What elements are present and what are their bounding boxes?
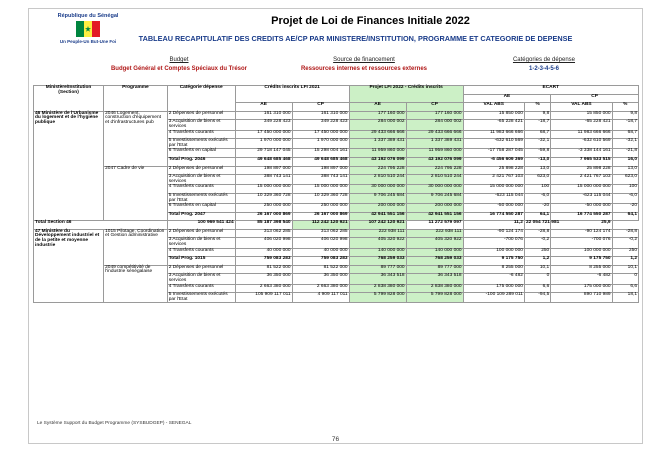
value-cell: 18,1 (612, 293, 638, 303)
categorie-cell: 3 Acquisition de biens et services (167, 120, 235, 130)
value-cell: 768 259 033 (406, 257, 463, 266)
value-cell: 5 799 828 000 (406, 293, 463, 303)
value-cell: -6,0 (612, 193, 638, 203)
value-cell: 1 970 000 000 (235, 139, 292, 149)
value-cell: 15 000 000 000 (551, 185, 612, 194)
value-cell: 623,0 (612, 175, 638, 185)
value-cell: 1 970 000 000 (292, 139, 349, 149)
col-ecart-cp: CP (551, 94, 639, 103)
value-cell: 4 909 117 011 (292, 293, 349, 303)
value-cell: 388 743 141 (235, 175, 292, 185)
value-cell: 1 337 389 431 (349, 139, 406, 149)
value-cell: 25 898 228 (463, 166, 524, 175)
value-cell: -3 338 144 161 (551, 149, 612, 158)
value-cell: -65 228 421 (551, 120, 612, 130)
value-cell: -32,1 (612, 139, 638, 149)
programme-cell: 2049 compétitivité de l'industrie sénégalaise (104, 265, 168, 303)
value-cell: 222 938 111 (349, 229, 406, 238)
value-cell: 30 000 000 000 (349, 185, 406, 194)
categories-label: Catégories de dépense (512, 57, 576, 63)
value-cell: 8 255 000 (551, 265, 612, 274)
value-cell: 2 838 380 000 (349, 284, 406, 293)
value-cell: 759 083 283 (292, 257, 349, 266)
value-cell: -28,8 (612, 229, 638, 238)
value-cell: 29 718 147 045 (235, 149, 292, 158)
budget-filter (89, 57, 269, 72)
col-lfi2021: Crédits inscrits LFI 2021 (235, 86, 349, 103)
value-cell: -6 482 (551, 274, 612, 284)
categorie-cell: 4 Transferts courants (167, 248, 235, 257)
value-cell: -623 115 044 (551, 193, 612, 203)
value-cell: -100 109 289 011 (463, 293, 524, 303)
value-cell: 11 959 860 000 (406, 149, 463, 158)
filter-header (29, 57, 642, 81)
value-cell: 2 663 380 000 (292, 284, 349, 293)
categorie-cell: 6 Transferts en capital (167, 149, 235, 158)
value-cell: -32,1 (524, 139, 550, 149)
value-cell: 6,6 (524, 284, 550, 293)
col-cp-valabs: VAL ABS (551, 103, 612, 112)
value-cell: 17 450 000 000 (292, 130, 349, 139)
value-cell: 43 192 076 099 (406, 157, 463, 166)
categorie-cell: 3 Acquisition de biens et services (167, 175, 235, 185)
republic-label: République du Sénégal (57, 13, 119, 19)
value-cell: 224 795 228 (406, 166, 463, 175)
value-cell: 9 175 750 (463, 257, 524, 266)
value-cell: 284 000 002 (406, 120, 463, 130)
value-cell: 112 242 120 921 (292, 221, 349, 230)
value-cell: 9 706 245 684 (349, 193, 406, 203)
value-cell: 10,1 (612, 265, 638, 274)
value-cell: 198 897 000 (235, 166, 292, 175)
value-cell: 9,8 (524, 111, 550, 120)
source-label: Source de financement (333, 57, 395, 63)
page-subtitle: TABLEAU RECAPITULATIF DES CREDITS AE/CP PAR MINISTERE/INSTITUTION, PROGRAMME ET CATEGORIE DE DEPENSE (138, 34, 573, 43)
value-cell: 100 (524, 185, 550, 194)
value-cell: -90 124 174 (463, 229, 524, 238)
value-cell: 200 000 000 (349, 204, 406, 213)
value-cell: -18,7 (524, 120, 550, 130)
col-cp-pct: % (612, 103, 638, 112)
value-cell: 10 329 360 728 (292, 193, 349, 203)
programme-cell: 1015 Pilotage, Coordination et Gestion administrative (104, 229, 168, 265)
value-cell: 250 (524, 248, 550, 257)
value-cell: -6,0 (524, 193, 550, 203)
value-cell: 100 000 000 (463, 248, 524, 257)
value-cell: 388 743 141 (292, 175, 349, 185)
budget-value: Budget Général et Comptes Spéciaux du Trésor (110, 66, 248, 72)
categorie-cell: Total Prog. 2047 (167, 212, 235, 221)
value-cell: 26 167 000 869 (292, 212, 349, 221)
value-cell: 36 350 000 (235, 274, 292, 284)
value-cell: 100 000 000 (551, 248, 612, 257)
value-cell: 250 000 000 (235, 204, 292, 213)
value-cell: 11 959 860 000 (349, 149, 406, 158)
col-ecart: ECART (463, 86, 638, 95)
value-cell: 89 777 000 (349, 265, 406, 274)
value-cell: 15 000 000 000 (235, 185, 292, 194)
categorie-cell: 4 Transferts courants (167, 130, 235, 139)
value-cell: 10 329 360 728 (235, 193, 292, 203)
value-cell: 26 167 000 869 (235, 212, 292, 221)
value-cell: -700 076 (551, 238, 612, 248)
value-cell: 42 941 551 156 (349, 212, 406, 221)
value-cell: 10,1 (524, 265, 550, 274)
value-cell: 15 850 000 (551, 111, 612, 120)
value-cell: 0 (612, 274, 638, 284)
value-cell: 313 062 285 (235, 229, 292, 238)
value-cell: -0,2 (612, 238, 638, 248)
page-title: Projet de Loi de Finances Initiale 2022 (271, 15, 470, 27)
value-cell: 349 228 423 (235, 120, 292, 130)
value-cell: -21,8 (612, 149, 638, 158)
value-cell: 29 433 666 666 (349, 130, 406, 139)
document-page (28, 8, 643, 444)
value-cell: 42 941 551 156 (406, 212, 463, 221)
value-cell: 81 522 000 (292, 265, 349, 274)
col-ministere: Ministère/Institution (Section) (34, 86, 104, 112)
value-cell: -50 000 000 (551, 204, 612, 213)
value-cell: 15 000 000 000 (463, 185, 524, 194)
value-cell: 1,2 (612, 257, 638, 266)
value-cell: 768 259 033 (349, 257, 406, 266)
value-cell: 0 (524, 274, 550, 284)
value-cell: -6 482 (463, 274, 524, 284)
value-cell: -6 456 609 369 (463, 157, 524, 166)
ministere-cell: 46 Ministère de l'Urbanisme du logement et de l'hygiène publique (34, 111, 104, 221)
categorie-cell: 3 Acquisition de biens et services (167, 274, 235, 284)
value-cell: 29 433 666 666 (406, 130, 463, 139)
value-cell: 175 000 000 (463, 284, 524, 293)
value-cell: 40 000 000 (235, 248, 292, 257)
value-cell: 140 000 000 (406, 248, 463, 257)
col-programme: Programme (104, 86, 168, 112)
categorie-cell: 5 Investissements exécutés par l'Etat (167, 193, 235, 203)
value-cell: 759 083 283 (235, 257, 292, 266)
value-cell: 11 983 666 666 (463, 130, 524, 139)
value-cell: 16 774 550 287 (551, 212, 612, 221)
value-cell: 64,1 (612, 212, 638, 221)
value-cell: -90 124 174 (551, 229, 612, 238)
value-cell: 6,6 (612, 284, 638, 293)
value-cell: 405 320 922 (349, 238, 406, 248)
value-cell: -28,8 (524, 229, 550, 238)
value-cell: 8 255 000 (463, 265, 524, 274)
value-cell: 43 192 076 099 (349, 157, 406, 166)
value-cell: 2 838 380 000 (406, 284, 463, 293)
value-cell: 49 648 685 468 (292, 157, 349, 166)
value-cell: 36 343 518 (349, 274, 406, 284)
value-cell: 40 000 000 (292, 248, 349, 257)
value-cell: 16 774 550 287 (463, 212, 524, 221)
value-cell: 406 020 998 (235, 238, 292, 248)
value-cell: -632 610 569 (463, 139, 524, 149)
categorie-cell: 2 Dépenses de personnel (167, 265, 235, 274)
value-cell: -13,0 (524, 157, 550, 166)
programme-cell: 2046 Logement, construction d'équipement et d'infrastructures pub (104, 111, 168, 166)
value-cell: 2 810 510 244 (406, 175, 463, 185)
categorie-cell: 6 Transferts en capital (167, 204, 235, 213)
value-cell: 22 054 721 981 (524, 221, 550, 230)
col-categorie: Catégorie dépense (167, 86, 235, 112)
value-cell: 11 272 579 097 (406, 221, 463, 230)
col-2022-ae: AE (349, 103, 406, 112)
value-cell: -65 228 421 (463, 120, 524, 130)
motto-label: Un Peuple-Un But-Une Foi (59, 39, 117, 44)
value-cell: 140 000 000 (349, 248, 406, 257)
value-cell: 7 965 533 515 (551, 157, 612, 166)
value-cell: -50 000 000 (463, 204, 524, 213)
value-cell: 89 777 000 (406, 265, 463, 274)
value-cell: -700 076 (463, 238, 524, 248)
col-ae-valabs: VAL ABS (463, 103, 524, 112)
value-cell: 15 000 000 000 (292, 185, 349, 194)
value-cell: 175 000 000 (551, 284, 612, 293)
value-cell: 100 969 541 424 (167, 221, 235, 230)
value-cell: 13,0 (612, 166, 638, 175)
categorie-cell: Total Prog. 2046 (167, 157, 235, 166)
categorie-cell: 5 Investissements exécutés par l'Etat (167, 293, 235, 303)
categorie-cell: 3 Acquisition de biens et services (167, 238, 235, 248)
col-ecart-ae: AE (463, 94, 551, 103)
categorie-cell: 2 Dépenses de personnel (167, 111, 235, 120)
value-cell: 1,2 (524, 257, 550, 266)
value-cell: 161 310 000 (292, 111, 349, 120)
value-cell: 13,0 (524, 166, 550, 175)
ministere-cell: 47 Ministère du Développement industriel et de la petite et moyenne industrie (34, 229, 104, 303)
value-cell: 11 983 666 666 (551, 130, 612, 139)
value-cell: 81 522 000 (235, 265, 292, 274)
col-2021-ae: AE (235, 103, 292, 112)
value-cell: 224 795 228 (349, 166, 406, 175)
value-cell: 890 710 989 (551, 293, 612, 303)
value-cell: 161 310 000 (235, 111, 292, 120)
value-cell: 2 663 380 000 (235, 284, 292, 293)
value-cell: -0,2 (524, 238, 550, 248)
value-cell: 36 343 518 (406, 274, 463, 284)
value-cell: 85 187 398 540 (235, 221, 292, 230)
value-cell: 406 020 998 (292, 238, 349, 248)
budget-label: Budget (169, 57, 189, 63)
value-cell: 2 421 767 103 (551, 175, 612, 185)
value-cell: 2 421 767 103 (463, 175, 524, 185)
categorie-cell: 2 Dépenses de personnel (167, 166, 235, 175)
value-cell: 15 850 000 (463, 111, 524, 120)
value-cell: 49 648 685 468 (235, 157, 292, 166)
programme-cell: 2047 Cadre de vie (104, 166, 168, 221)
col-ae-pct: % (524, 103, 550, 112)
value-cell: 107 242 120 921 (349, 221, 406, 230)
value-cell: -59,8 (524, 149, 550, 158)
value-cell: -17 758 287 045 (463, 149, 524, 158)
source-value: Ressources internes et ressources externes (300, 66, 428, 72)
value-cell: 9 175 750 (551, 257, 612, 266)
value-cell: -20 (524, 204, 550, 213)
value-cell: 284 000 002 (349, 120, 406, 130)
value-cell: 100 (612, 185, 638, 194)
value-cell: -623 115 044 (463, 193, 524, 203)
footer-text: Le Système Support du Budget Programme (SYSBUDGEP) - SENEGAL (37, 421, 192, 426)
col-2021-cp: CP (292, 103, 349, 112)
col-2022-cp: CP (406, 103, 463, 112)
value-cell: 15 298 004 161 (292, 149, 349, 158)
value-cell: 68,7 (612, 130, 638, 139)
categorie-cell: 5 Investissements exécutés par l'Etat (167, 139, 235, 149)
categorie-cell: Total Prog. 1015 (167, 257, 235, 266)
categorie-cell: 4 Transferts courants (167, 284, 235, 293)
source-filter (274, 57, 454, 72)
value-cell: 349 228 423 (292, 120, 349, 130)
value-cell: 9,8 (612, 111, 638, 120)
value-cell: -20 (612, 204, 638, 213)
value-cell: 177 160 000 (406, 111, 463, 120)
value-cell: 11,2 (463, 221, 524, 230)
value-cell: 198 897 000 (292, 166, 349, 175)
value-cell: 105 909 117 011 (235, 293, 292, 303)
value-cell: 250 (612, 248, 638, 257)
value-cell: -18,7 (612, 120, 638, 130)
categorie-cell: 2 Dépenses de personnel (167, 229, 235, 238)
page-number: 76 (331, 436, 340, 443)
value-cell: 623,0 (524, 175, 550, 185)
value-cell: 68,7 (524, 130, 550, 139)
value-cell: 405 320 922 (406, 238, 463, 248)
value-cell: 200 000 000 (406, 204, 463, 213)
value-cell: 2 810 510 244 (349, 175, 406, 185)
value-cell: 222 938 111 (406, 229, 463, 238)
value-cell: 17 450 000 000 (235, 130, 292, 139)
categories-value: 1-2-3-4-5-6 (528, 66, 559, 72)
value-cell: -632 610 569 (551, 139, 612, 149)
value-cell: 64,1 (524, 212, 550, 221)
value-cell: 36 350 000 (292, 274, 349, 284)
categories-filter (469, 57, 619, 72)
value-cell: 5 799 828 000 (349, 293, 406, 303)
value-cell: 9 706 245 684 (406, 193, 463, 203)
value-cell: 177 160 000 (349, 111, 406, 120)
value-cell: -94,5 (524, 293, 550, 303)
col-lfi2022: Projet LFI 2022 - Crédits inscrits (349, 86, 463, 103)
value-cell: 25,9 (551, 221, 612, 230)
value-cell: 313 062 285 (292, 229, 349, 238)
credits-table (33, 85, 639, 303)
section-total-label: Total Section 46 (34, 221, 168, 230)
categorie-cell: 4 Transferts courants (167, 185, 235, 194)
value-cell: 25 898 228 (551, 166, 612, 175)
value-cell: 30 000 000 000 (406, 185, 463, 194)
value-cell: 250 000 000 (292, 204, 349, 213)
value-cell: 1 337 389 431 (406, 139, 463, 149)
value-cell: 16,0 (612, 157, 638, 166)
